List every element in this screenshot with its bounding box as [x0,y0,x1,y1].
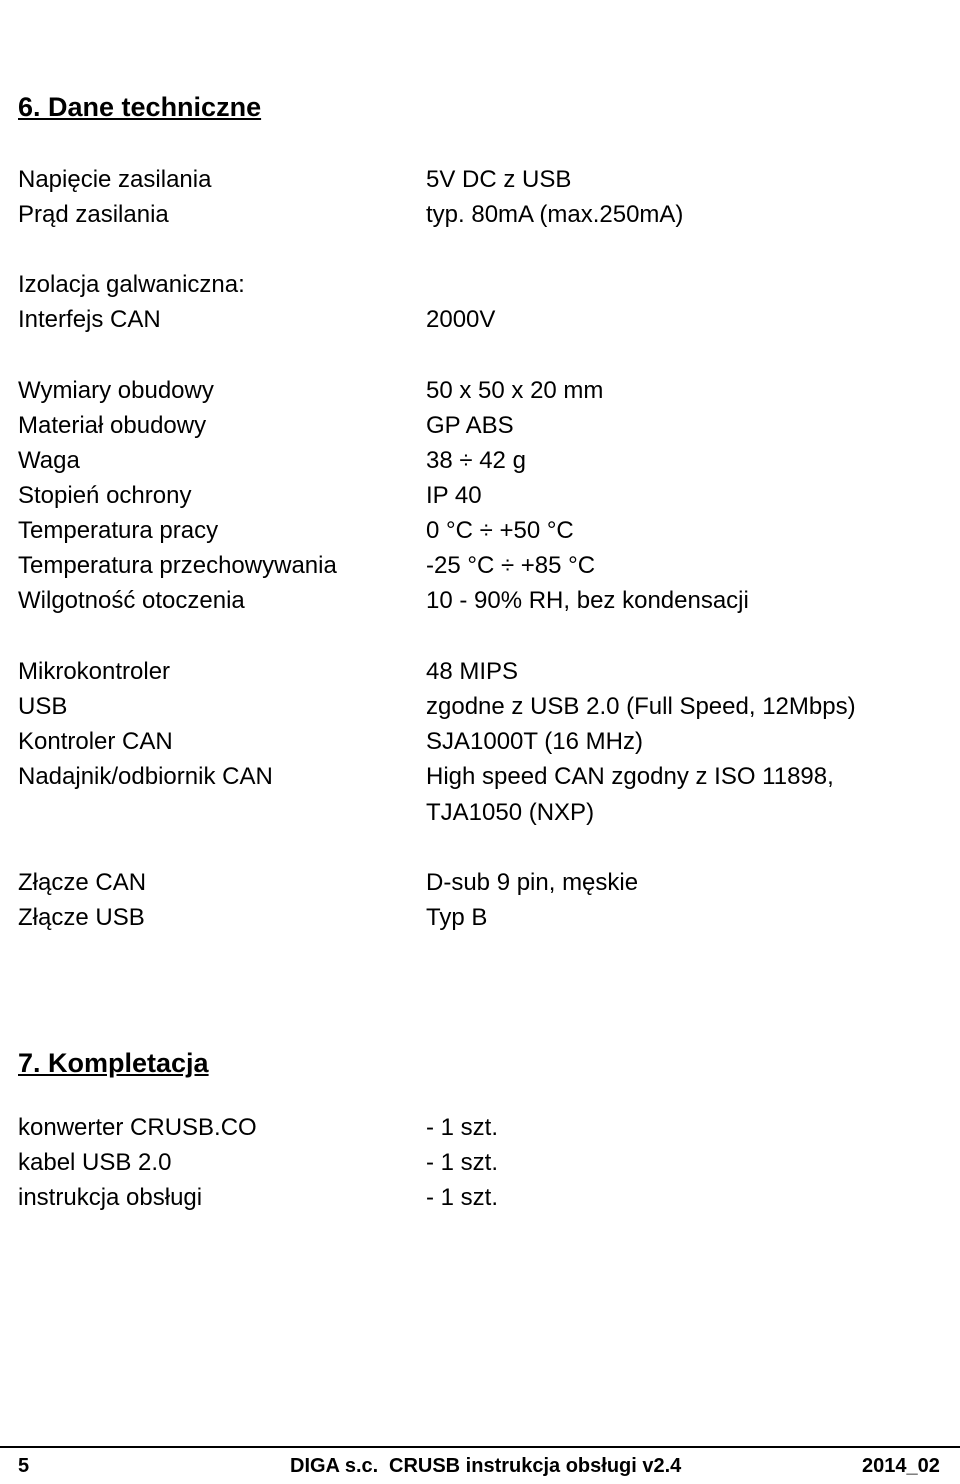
page-footer [0,1446,960,1484]
spec-label: Temperatura przechowywania [18,552,337,579]
kit-item [18,1110,918,1145]
footer-company: DIGA s.c. [290,1455,379,1477]
spec-label: Materiał obudowy [18,412,207,439]
kit-item-qty: - 1 szt. [426,1184,499,1211]
spec-label: Interfejs CAN [18,306,161,333]
section-7-title: 7. Kompletacja [18,1048,209,1078]
kit-item-name: kabel USB 2.0 [18,1149,172,1176]
spec-value: 0 °C ÷ +50 °C [426,517,574,544]
spec-row [18,759,918,794]
spec-value: 50 x 50 x 20 mm [426,377,604,404]
spec-label: Złącze CAN [18,869,147,896]
spec-value: GP ABS [426,412,514,439]
spec-label: Kontroler CAN [18,728,173,755]
spec-row [18,408,918,443]
spec-value: typ. 80mA (max.250mA) [426,201,684,228]
spec-label: USB [18,693,68,720]
section-6-title: 6. Dane techniczne [18,92,262,122]
spec-row [18,654,918,689]
page-number: 5 [18,1455,30,1477]
kit-item-name: konwerter CRUSB.CO [18,1114,257,1141]
spec-row [18,583,918,618]
spec-row [18,795,918,830]
spec-value: TJA1050 (NXP) [426,799,595,826]
spec-row [18,548,918,583]
spec-label: Izolacja galwaniczna: [18,271,245,298]
spec-value: 5V DC z USB [426,166,572,193]
kit-item [18,1145,918,1180]
spec-value: -25 °C ÷ +85 °C [426,552,596,579]
spec-label: Waga [18,447,80,474]
spec-label: Prąd zasilania [18,201,169,228]
spec-value: 38 ÷ 42 g [426,447,526,474]
spec-row [18,197,918,232]
spec-row [18,865,918,900]
spec-label: Wymiary obudowy [18,377,214,404]
spec-value: High speed CAN zgodny z ISO 11898, [426,763,834,790]
spec-row [18,689,918,724]
spec-value: Typ B [426,904,488,931]
spec-label: Napięcie zasilania [18,166,212,193]
spec-row [18,443,918,478]
spec-label: Stopień ochrony [18,482,192,509]
spec-label: Mikrokontroler [18,658,171,685]
spec-row [18,724,918,759]
kit-item-name: instrukcja obsługi [18,1184,203,1211]
spec-value: 2000V [426,306,496,333]
footer-document-title: CRUSB instrukcja obsługi v2.4 [389,1455,682,1477]
spec-label: Nadajnik/odbiornik CAN [18,763,273,790]
kit-item-qty: - 1 szt. [426,1149,499,1176]
spec-label: Złącze USB [18,904,145,931]
spec-row [18,513,918,548]
spec-row [18,373,918,408]
spec-row [18,900,918,935]
spec-value: 48 MIPS [426,658,519,685]
spec-value: IP 40 [426,482,482,509]
spec-value: D-sub 9 pin, męskie [426,869,639,896]
spec-value: 10 - 90% RH, bez kondensacji [426,587,749,614]
spec-label: Temperatura pracy [18,517,219,544]
footer-date: 2014_02 [862,1455,940,1477]
spec-label: Wilgotność otoczenia [18,587,245,614]
spec-row [18,267,918,302]
kit-item-qty: - 1 szt. [426,1114,499,1141]
spec-value: SJA1000T (16 MHz) [426,728,643,755]
spec-value: zgodne z USB 2.0 (Full Speed, 12Mbps) [426,693,856,720]
spec-row [18,478,918,513]
spec-row [18,302,918,337]
spec-row [18,162,918,197]
kit-item [18,1180,918,1215]
